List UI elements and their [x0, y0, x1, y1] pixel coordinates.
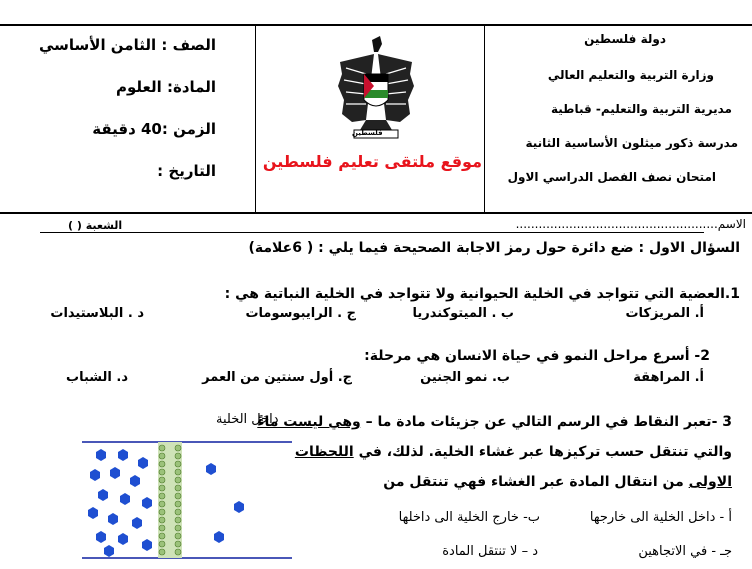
header-time: الزمن :40 دقيقة [92, 120, 216, 138]
item-2-option-d: د. الشباب [66, 370, 128, 385]
item-3-option-a: أ - داخل الخلية الى خارجها [589, 510, 732, 525]
header-box [0, 24, 752, 214]
cell-membrane [158, 442, 182, 558]
header-school: مدرسة ذكور ميثلون الأساسية الثانية [525, 136, 738, 150]
item-1-option-a: أ. المريزكات [625, 306, 704, 321]
question-1-title: السؤال الاول : ضع دائرة حول رمز الاجابة الصحيحة فيما يلي : ( 6علامة) [248, 240, 740, 256]
item-2-option-b: ب. نمو الجنين [420, 370, 510, 385]
eagle-seal-icon [336, 34, 416, 142]
student-section: الشعبة ( ) [68, 219, 123, 232]
header-state: دولة فلسطين [584, 32, 666, 46]
item-2-option-a: أ. المراهقة [633, 370, 704, 385]
header-subject: المادة: العلوم [116, 78, 216, 96]
item-3-option-d: د – لا تنتقل المادة [442, 544, 538, 559]
header-grade: الصف : الثامن الأساسي [38, 36, 216, 54]
item-3-line-2-part-a: والتي تنتقل حسب تركيزها عبر غشاء الخلية. لذلك، في [353, 444, 732, 460]
header-divider-left [255, 26, 256, 212]
item-1-option-d: د . البلاستيدات [50, 306, 144, 321]
item-1-option-b: ب . الميتوكندريا [412, 306, 514, 321]
header-date: التاريخ : [157, 162, 216, 180]
header-exam: امتحان نصف الفصل الدراسي الاول [507, 170, 716, 184]
inside-cell-label: داخل الخلية [216, 412, 279, 427]
item-1-option-c: ج . الرايبوسومات [245, 306, 356, 321]
item-3-first-moments: اللحظات [294, 444, 354, 460]
item-3-line-2 [295, 444, 732, 460]
item-3-not-water: وهي ليست ماءً [257, 414, 361, 430]
item-3-line-3 [383, 474, 732, 490]
item-3-option-c: جـ - في الاتجاهين [638, 544, 732, 559]
item-3-option-b: ب- خارج الخلية الى داخلها [398, 510, 540, 525]
student-line [40, 232, 704, 233]
item-2-option-c: ج. أول سنتين من العمر [202, 370, 352, 385]
item-3-first: الاولى [688, 474, 732, 490]
item-2-stem: 2- أسرع مراحل النمو في حياة الانسان هي مرحلة: [364, 348, 710, 364]
header-divider-right [484, 26, 485, 212]
item-3-line-1 [257, 414, 732, 430]
seal-caption: فلسطين [352, 129, 383, 137]
item-3-line-3-part-b: من انتقال المادة عبر الغشاء فهي تنتقل من [383, 474, 689, 490]
header-directorate: مديرية التربية والتعليم- قباطية [551, 102, 732, 116]
item-3-line-1-part-a: 3 -تعبر النقاط في الرسم التالي عن جزيئات مادة ما – [360, 414, 732, 430]
header-ministry: وزارة التربية والتعليم العالي [547, 68, 714, 82]
membrane-diagram [82, 438, 292, 562]
site-title: موقع ملتقى تعليم فلسطين [262, 152, 482, 171]
student-name-line: الاسم..................................................... [515, 217, 746, 231]
item-1-stem: 1.العضية التي تتواجد في الخلية الحيوانية ولا تتواجد في الخلية النباتية هي : [224, 286, 740, 302]
